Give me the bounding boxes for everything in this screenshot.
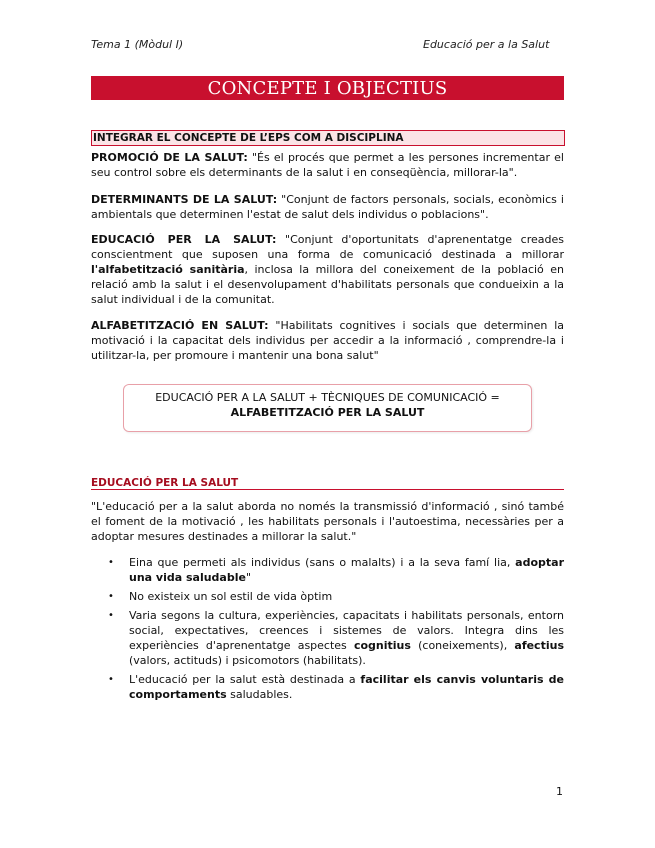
page-title: CONCEPTE I OBJECTIUS — [91, 76, 564, 100]
bullet-bold: adoptar una vida saludable — [129, 556, 564, 584]
definition-promocio — [91, 150, 564, 180]
heading-divider — [91, 489, 564, 490]
term-promocio: PROMOCIÓ DE LA SALUT: — [91, 151, 248, 164]
educacio-quote: "L'educació per a la salut aborda no només la transmissió d'informació , sinó també el foment de la motivació , les habilitats personals i l'autoestima, necessàries per a adoptar mesures destinades a millorar la salut." — [91, 500, 564, 543]
bullet-text: Varia segons la cultura, experiències, capacitats i habilitats personals, entorn social, expectatives, creences i sistemes de valors. Integra dins les experiències d'aprenentatge aspectes — [129, 609, 564, 652]
page-number: 1 — [556, 785, 563, 798]
text-educacio-b: , inclosa la millora del coneixement de la població en relació amb la salut i el desenvolupament d'habilitats personals que condueixin a la salut individual i de la comunitat. — [91, 263, 564, 306]
bullet-icon: • — [108, 591, 114, 602]
text-educacio-a: "Conjunt d'oportunitats d'aprenentatge creades conscientment que suposen una forma de comunicació destinada a millorar — [91, 233, 564, 261]
bullet-bold: afectius — [514, 639, 564, 652]
bullet-text: Eina que permeti als individus (sans o malalts) i a la seva famí lia, — [129, 556, 516, 569]
text-determinants: "Conjunt de factors personals, socials, econòmics i ambientals que determinen l'estat de salut dels individus o poblacions". — [91, 193, 564, 221]
list-item — [91, 608, 564, 668]
bullet-text: (coneixements), — [410, 639, 515, 652]
term-educacio: EDUCACIÓ PER LA SALUT: — [91, 233, 277, 246]
bullet-bold: cognitius — [353, 639, 411, 652]
header-module: Tema 1 (Mòdul I) — [91, 38, 184, 51]
definition-educacio — [91, 232, 564, 307]
bullet-icon: • — [108, 674, 114, 685]
bullet-bold: facilitar els canvis voluntaris de comportaments — [129, 673, 564, 701]
bullet-text: saludables. — [226, 688, 293, 701]
bullet-text: " — [245, 571, 252, 584]
text-educacio-bold: l'alfabetització sanitària — [91, 263, 245, 276]
list-item — [91, 672, 564, 702]
formula-line1: EDUCACIÓ PER A LA SALUT + TÈCNIQUES DE COMUNICACIÓ = — [155, 391, 500, 404]
definition-determinants — [91, 192, 564, 222]
definition-alfabetitzacio — [91, 318, 564, 363]
bullet-text: (valors, actituds) i psicomotors (habilitats). — [129, 654, 366, 667]
term-determinants: DETERMINANTS DE LA SALUT: — [91, 193, 278, 206]
list-item — [91, 589, 564, 604]
list-item — [91, 555, 564, 585]
section-heading-discipline: INTEGRAR EL CONCEPTE DE L’EPS COM A DISCIPLINA — [91, 130, 565, 146]
term-alfabetitzacio: ALFABETITZACIÓ EN SALUT: — [91, 319, 269, 332]
bullet-icon: • — [108, 610, 114, 621]
bullet-text: L'educació per la salut està destinada a — [129, 673, 361, 686]
formula-line2: ALFABETITZACIÓ PER LA SALUT — [230, 406, 425, 419]
formula-box — [123, 384, 532, 432]
section-heading-educacio: EDUCACIÓ PER LA SALUT — [91, 477, 239, 489]
header-subject: Educació per a la Salut — [423, 38, 550, 51]
text-promocio: "És el procés que permet a les persones incrementar el seu control sobre els determinants de la salut i en conseqüència, millorar-la". — [91, 151, 564, 179]
bullet-text: No existeix un sol estil de vida òptim — [129, 590, 333, 603]
bullet-list — [91, 555, 564, 706]
bullet-icon: • — [108, 557, 114, 568]
text-alfabetitzacio: "Habilitats cognitives i socials que determinen la motivació i la capacitat dels individus per accedir a la informació , comprendre-la i utilitzar-la, per promoure i mantenir una bona salut" — [91, 319, 564, 362]
